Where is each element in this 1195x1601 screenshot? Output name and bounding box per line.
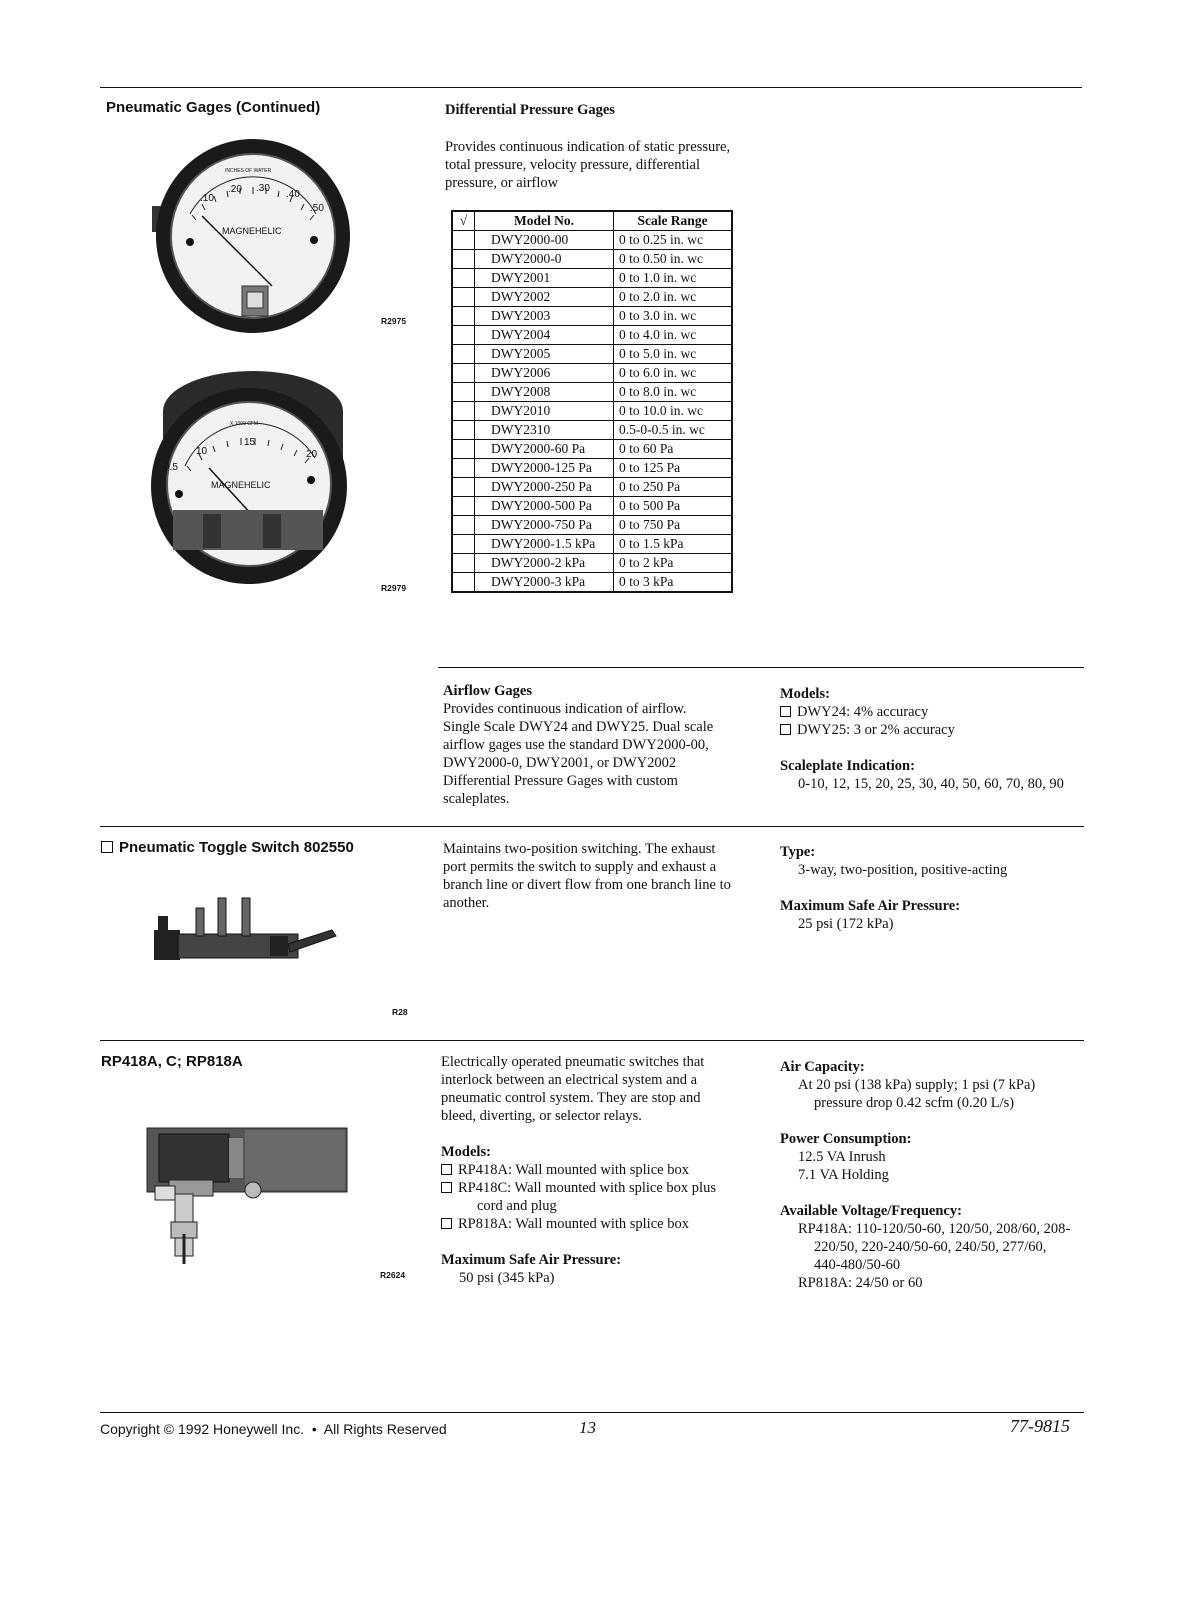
check-cell[interactable] (452, 231, 475, 250)
model-cell: DWY2004 (475, 326, 614, 345)
range-cell: 0 to 500 Pa (614, 497, 733, 516)
model-cell: DWY2310 (475, 421, 614, 440)
rp418-models-label: Models: (441, 1144, 491, 1160)
differential-description: Provides continuous indication of static pressure, total pressure, velocity pressure, differential pressure, or airflow (445, 139, 731, 191)
model-cell: DWY2008 (475, 383, 614, 402)
magnehelic-gauge-image-2 (143, 366, 355, 584)
scaleplate-value: 0-10, 12, 15, 20, 25, 30, 40, 50, 60, 70, 80, 90 (798, 776, 1064, 792)
table-row (452, 421, 732, 440)
rp418-pressure-label: Maximum Safe Air Pressure: (441, 1252, 622, 1268)
airflow-line: airflow gages use the standard DWY2000-00, (443, 737, 709, 753)
range-cell: 0 to 1.0 in. wc (614, 269, 733, 288)
gauge1-tick-1: .10 (200, 193, 214, 204)
check-cell[interactable] (452, 383, 475, 402)
voltage-line: 220/50, 220-240/50-60, 240/50, 277/60, (814, 1239, 1047, 1255)
checkbox-icon (101, 841, 113, 853)
checkbox-icon (441, 1218, 452, 1229)
rp418-specs (780, 1058, 1070, 1292)
gauge1-brand: MAGNEHELIC (222, 226, 282, 236)
check-cell[interactable] (452, 573, 475, 593)
rp418-model-item: RP418C: Wall mounted with splice box plus (441, 1179, 716, 1197)
range-cell: 0.5-0-0.5 in. wc (614, 421, 733, 440)
check-cell[interactable] (452, 326, 475, 345)
gauge1-tick-2: .20 (228, 184, 242, 195)
model-cell: DWY2000-0 (475, 250, 614, 269)
section-heading-toggle-switch: Pneumatic Toggle Switch 802550 (101, 839, 354, 856)
airflow-models-label: Models: (780, 686, 830, 702)
range-cell: 0 to 0.50 in. wc (614, 250, 733, 269)
voltage-label: Available Voltage/Frequency: (780, 1203, 962, 1219)
check-cell[interactable] (452, 250, 475, 269)
model-cell: DWY2000-00 (475, 231, 614, 250)
checkbox-icon (780, 706, 791, 717)
rp418-line: bleed, diverting, or selector relays. (441, 1108, 642, 1124)
check-cell[interactable] (452, 516, 475, 535)
table-row (452, 535, 732, 554)
table-row (452, 478, 732, 497)
range-cell: 0 to 750 Pa (614, 516, 733, 535)
check-cell[interactable] (452, 421, 475, 440)
airflow-specs (780, 685, 1064, 793)
check-cell[interactable] (452, 402, 475, 421)
toggle-line: another. (443, 895, 490, 911)
rp418-pressure-value: 50 psi (345 kPa) (459, 1270, 555, 1286)
rp418-model-cont: cord and plug (477, 1198, 557, 1214)
toggle-pressure-value: 25 psi (172 kPa) (798, 916, 894, 932)
toggle-type-value: 3-way, two-position, positive-acting (798, 862, 1008, 878)
check-cell[interactable] (452, 307, 475, 326)
range-cell: 0 to 3.0 in. wc (614, 307, 733, 326)
model-cell: DWY2003 (475, 307, 614, 326)
table-row (452, 516, 732, 535)
power-label: Power Consumption: (780, 1131, 912, 1147)
gauge1-top-label: INCHES OF WATER (225, 168, 272, 174)
power-line: 12.5 VA Inrush (798, 1149, 886, 1165)
check-cell[interactable] (452, 535, 475, 554)
model-cell: DWY2000-60 Pa (475, 440, 614, 459)
check-cell[interactable] (452, 440, 475, 459)
table-header-row (452, 211, 732, 231)
section-heading-pneumatic-gages: Pneumatic Gages (Continued) (106, 99, 321, 116)
footer-copyright: Copyright © 1992 Honeywell Inc. • All Rights Reserved (100, 1421, 447, 1437)
airflow-line: Provides continuous indication of airflow. (443, 701, 687, 717)
check-cell[interactable] (452, 288, 475, 307)
col-check: √ (452, 211, 475, 231)
voltage-line: RP418A: 110-120/50-60, 120/50, 208/60, 208- (798, 1221, 1071, 1237)
table-row (452, 554, 732, 573)
airflow-line: scaleplates. (443, 791, 510, 807)
range-cell: 0 to 2 kPa (614, 554, 733, 573)
rule-airflow (438, 667, 1084, 668)
top-rule (100, 87, 1082, 88)
model-cell: DWY2006 (475, 364, 614, 383)
model-cell: DWY2000-1.5 kPa (475, 535, 614, 554)
table-row (452, 383, 732, 402)
gauge2-tick-3: 15 (244, 437, 256, 448)
table-row (452, 459, 732, 478)
air-capacity-label: Air Capacity: (780, 1059, 865, 1075)
airflow-model-item: DWY25: 3 or 2% accuracy (780, 721, 1064, 739)
table-row (452, 269, 732, 288)
range-cell: 0 to 2.0 in. wc (614, 288, 733, 307)
check-cell[interactable] (452, 497, 475, 516)
toggle-description (443, 840, 731, 912)
gauge2-tick-4: 20 (306, 449, 318, 460)
figure-label-r2979: R2979 (381, 583, 407, 593)
table-row (452, 402, 732, 421)
check-cell[interactable] (452, 345, 475, 364)
col-range: Scale Range (614, 211, 733, 231)
rp418-switch-image (145, 1124, 353, 1269)
model-cell: DWY2000-125 Pa (475, 459, 614, 478)
model-cell: DWY2000-250 Pa (475, 478, 614, 497)
differential-heading: Differential Pressure Gages (445, 102, 615, 118)
model-cell: DWY2000-3 kPa (475, 573, 614, 593)
rule-rp418 (100, 1040, 1084, 1041)
air-capacity-line: At 20 psi (138 kPa) supply; 1 psi (7 kPa) (798, 1077, 1036, 1093)
model-cell: DWY2002 (475, 288, 614, 307)
toggle-line: Maintains two-position switching. The exhaust (443, 841, 716, 857)
model-cell: DWY2010 (475, 402, 614, 421)
checkbox-icon (780, 724, 791, 735)
footer-rule (100, 1412, 1084, 1413)
gauge2-top-label: X 1000 CFM (230, 421, 259, 427)
rp418-line: pneumatic control system. They are stop and (441, 1090, 701, 1106)
airflow-line: Single Scale DWY24 and DWY25. Dual scale (443, 719, 714, 735)
airflow-description (443, 700, 713, 808)
gauge1-tick-4: .40 (286, 189, 300, 200)
check-cell[interactable] (452, 554, 475, 573)
table-row (452, 440, 732, 459)
model-cell: DWY2000-2 kPa (475, 554, 614, 573)
table-row (452, 573, 732, 593)
footer-page-number: 13 (579, 1418, 596, 1437)
rp418-description (441, 1053, 716, 1287)
figure-label-r2624: R2624 (380, 1270, 406, 1280)
range-cell: 0 to 3 kPa (614, 573, 733, 593)
airflow-model-item: DWY24: 4% accuracy (780, 703, 1064, 721)
toggle-switch-image (150, 894, 340, 970)
gauge2-tick-1: 0.5 (164, 462, 178, 473)
rp418-line: interlock between an electrical system and a (441, 1072, 698, 1088)
check-cell[interactable] (452, 269, 475, 288)
airflow-line: Differential Pressure Gages with custom (443, 773, 678, 789)
section-heading-rp418: RP418A, C; RP818A (101, 1053, 243, 1070)
checkbox-icon (441, 1182, 452, 1193)
gauge2-tick-2: 10 (196, 446, 208, 457)
toggle-type-label: Type: (780, 844, 816, 860)
voltage-line: 440-480/50-60 (814, 1257, 901, 1273)
range-cell: 0 to 250 Pa (614, 478, 733, 497)
airflow-line: DWY2000-0, DWY2001, or DWY2002 (443, 755, 677, 771)
magnehelic-gauge-image-1 (150, 136, 355, 336)
gauge2-brand: MAGNEHELIC (211, 480, 271, 490)
table-row (452, 231, 732, 250)
differential-pressure-table (451, 210, 733, 593)
scaleplate-label: Scaleplate Indication: (780, 758, 915, 774)
toggle-pressure-label: Maximum Safe Air Pressure: (780, 898, 961, 914)
table-row (452, 288, 732, 307)
rp418-line: Electrically operated pneumatic switches that (441, 1054, 705, 1070)
rule-toggle (100, 826, 1084, 827)
gauge1-tick-5: .50 (310, 203, 324, 214)
figure-label-r2975: R2975 (381, 316, 407, 326)
check-cell[interactable] (452, 364, 475, 383)
range-cell: 0 to 60 Pa (614, 440, 733, 459)
figure-label-r28: R28 (392, 1007, 408, 1017)
rp418-model-item: RP818A: Wall mounted with splice box (441, 1215, 716, 1233)
range-cell: 0 to 8.0 in. wc (614, 383, 733, 402)
footer-doc-number: 77-9815 (1010, 1416, 1070, 1436)
range-cell: 0 to 6.0 in. wc (614, 364, 733, 383)
gauge1-tick-3: .30 (256, 183, 270, 194)
check-cell[interactable] (452, 459, 475, 478)
table-row (452, 307, 732, 326)
range-cell: 0 to 4.0 in. wc (614, 326, 733, 345)
power-line: 7.1 VA Holding (798, 1167, 889, 1183)
differential-table-body (452, 231, 732, 593)
range-cell: 0 to 125 Pa (614, 459, 733, 478)
rp418-model-item: RP418A: Wall mounted with splice box (441, 1161, 716, 1179)
table-row (452, 364, 732, 383)
voltage-line: RP818A: 24/50 or 60 (798, 1275, 923, 1291)
range-cell: 0 to 1.5 kPa (614, 535, 733, 554)
airflow-heading: Airflow Gages (443, 683, 532, 699)
range-cell: 0 to 5.0 in. wc (614, 345, 733, 364)
table-row (452, 250, 732, 269)
table-row (452, 345, 732, 364)
model-cell: DWY2000-750 Pa (475, 516, 614, 535)
model-cell: DWY2005 (475, 345, 614, 364)
toggle-specs (780, 843, 1007, 933)
toggle-line: port permits the switch to supply and exhaust a (443, 859, 717, 875)
table-row (452, 497, 732, 516)
check-cell[interactable] (452, 478, 475, 497)
air-capacity-line: pressure drop 0.42 scfm (0.20 L/s) (814, 1095, 1015, 1111)
range-cell: 0 to 0.25 in. wc (614, 231, 733, 250)
col-model: Model No. (475, 211, 614, 231)
range-cell: 0 to 10.0 in. wc (614, 402, 733, 421)
checkbox-icon (441, 1164, 452, 1175)
model-cell: DWY2001 (475, 269, 614, 288)
table-row (452, 326, 732, 345)
model-cell: DWY2000-500 Pa (475, 497, 614, 516)
toggle-line: branch line or divert flow from one branch line to (443, 877, 731, 893)
